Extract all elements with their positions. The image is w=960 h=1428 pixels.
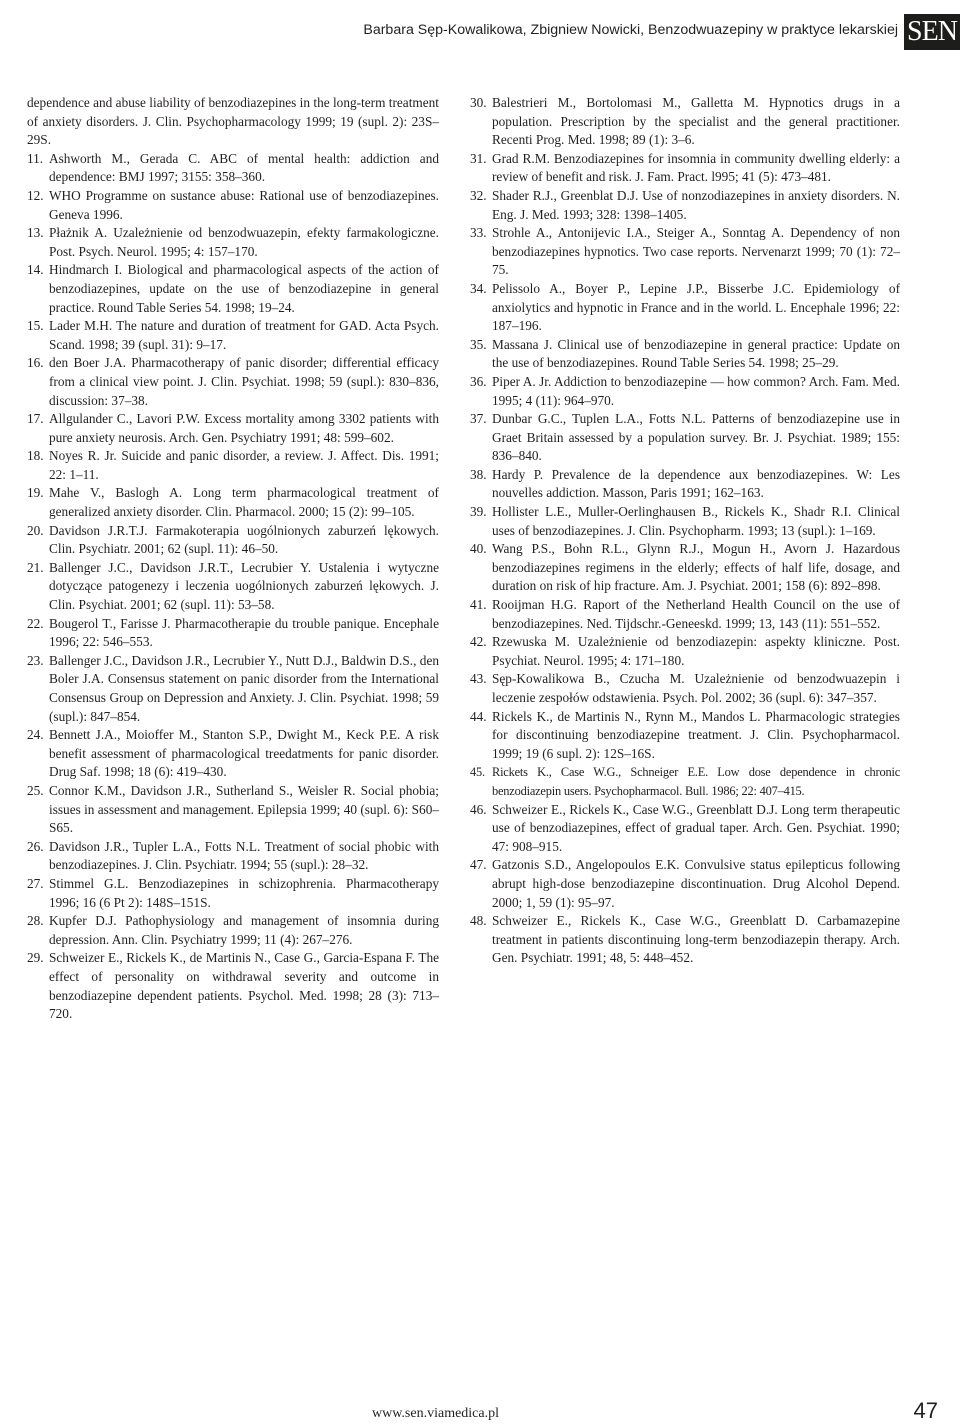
reference-number: 30. xyxy=(470,95,487,110)
reference-number: 20. xyxy=(27,522,44,538)
reference-item xyxy=(470,763,900,800)
reference-text: Gatzonis S.D., Angelopoulos E.K. Convulsive status epilepticus following abrupt high-dose benzodiazepine discontinuation. Drug Alcohol Depend. 2000; 1, 59 (1): 95–97. xyxy=(492,857,900,910)
reference-text: Hollister L.E., Muller-Oerlinghausen B., Rickels K., Shadr R.I. Clinical uses of benzodiazepines. J. Clin. Psychopharm. 1993; 13 (supl.): 1–169. xyxy=(492,504,900,538)
reference-text: Davidson J.R., Tupler L.A., Fotts N.L. Treatment of social phobic with benzodiazepines. J. Clin. Psychiatr. 1994; 55 (supl.): 28–32. xyxy=(49,838,439,873)
reference-number: 11. xyxy=(27,150,44,166)
reference-item xyxy=(27,447,439,484)
reference-number: 42. xyxy=(470,634,487,650)
running-title: Barbara Sęp-Kowalikowa, Zbigniew Nowicki, Benzodwuazepiny w praktyce lekarskiej xyxy=(363,22,898,38)
reference-number: 27. xyxy=(27,875,44,891)
reference-item xyxy=(27,912,439,949)
reference-text: Stimmel G.L. Benzodiazepines in schizophrenia. Pharmacotherapy 1996; 16 (6 Pt 2): 148S–151S. xyxy=(49,875,439,910)
reference-text: den Boer J.A. Pharmacotherapy of panic disorder; differential efficacy from a clinical view point. J. Clin. Psychiat. 1998; 59 (supl.): 830–836, discussion: 37–38. xyxy=(49,355,439,408)
reference-number: 34. xyxy=(470,280,487,296)
reference-item xyxy=(27,726,439,782)
reference-item xyxy=(27,410,439,447)
reference-item xyxy=(27,187,439,224)
reference-item xyxy=(27,875,439,912)
reference-number: 25. xyxy=(27,782,44,798)
reference-item xyxy=(27,317,439,354)
reference-item xyxy=(27,838,439,875)
references-left-column xyxy=(27,94,439,1024)
reference-number: 16. xyxy=(27,355,44,371)
reference-number: 48. xyxy=(470,913,487,929)
reference-number: 12. xyxy=(27,187,44,203)
reference-text: Kupfer D.J. Pathophysiology and management of insomnia during depression. Ann. Clin. Psychiatry 1999; 11 (4): 267–276. xyxy=(49,913,439,947)
reference-text: Wang P.S., Bohn R.L., Glynn R.J., Mogun H., Avorn J. Hazardous benzodiazepines regimens in the elderly; effects of half life, dosage, and duration on risk of hip fracture. Am. J. Psychiat. 2001; 158 (6): 892–898. xyxy=(492,541,900,594)
reference-number: 44. xyxy=(470,708,487,724)
reference-number: 13. xyxy=(27,225,44,241)
reference-number: 29. xyxy=(27,950,44,966)
reference-item xyxy=(470,596,900,633)
reference-text: Schweizer E., Rickels K., de Martinis N., Case G., Garcia-Espana F. The effect of personality on withdrawal severity and outcome in benzodiazepine dependent patients. Psychol. Med. 1998; 28 (3): 713–720. xyxy=(49,950,439,1022)
reference-item xyxy=(27,652,439,726)
reference-number: 43. xyxy=(470,671,487,687)
reference-text: dependence and abuse liability of benzodiazepines in the long-term treatment of anxiety disorders. J. Clin. Psychopharmacology 1999; 19 (supl. 2): 23S–29S. xyxy=(27,95,439,148)
reference-number: 47. xyxy=(470,857,487,873)
reference-item xyxy=(470,336,900,373)
reference-item xyxy=(27,484,439,521)
reference-text: Mahe V., Baslogh A. Long term pharmacological treatment of generalized anxiety disorder. Clin. Pharmacol. 2000; 15 (2): 99–105. xyxy=(49,485,439,520)
reference-text: Schweizer E., Rickels K., Case W.G., Greenblatt D. Carbamazepine treatment in patients discontinuing long-term benzodiazepin therapy. Arch. Gen. Psychiatr. 1991; 48, 5: 448–452. xyxy=(492,913,900,966)
reference-text: Rzewuska M. Uzależnienie od benzodiazepin: aspekty kliniczne. Post. Psychiat. Neurol. 1995; 4: 171–180. xyxy=(492,634,900,668)
reference-text: Rickels K., de Martinis N., Rynn M., Mandos L. Pharmacologic strategies for discontinuing benzodiazepine treatment. J. Clin. Psychopharmacol. 1999; 19 (6 supl. 2): 12S–16S. xyxy=(492,708,900,761)
reference-item xyxy=(470,503,900,540)
reference-number: 38. xyxy=(470,466,487,482)
reference-text: Piper A. Jr. Addiction to benzodiazepine — how common? Arch. Fam. Med. 1995; 4 (11): 964–970. xyxy=(492,373,900,408)
reference-text: WHO Programme on sustance abuse: Rational use of benzodiazepines. Geneva 1996. xyxy=(49,187,439,222)
reference-text: Rooijman H.G. Raport of the Netherland Health Council on the use of benzodiazepines. Ned. Tijdschr.-Geneeskd. 1999; 13, 143 (11): 551–552. xyxy=(492,597,900,631)
reference-number: 46. xyxy=(470,801,487,817)
reference-item xyxy=(27,615,439,652)
reference-number: 14. xyxy=(27,262,44,278)
reference-text: Bennett J.A., Moioffer M., Stanton S.P., Dwight M., Keck P.E. A risk benefit assessment of pharmacological treedatments for panic disorder. Drug Saf. 1998; 18 (6): 419–430. xyxy=(49,727,439,780)
reference-number: 31. xyxy=(470,150,487,166)
reference-item xyxy=(470,633,900,670)
reference-item xyxy=(27,559,439,615)
reference-item xyxy=(470,670,900,707)
reference-number: 24. xyxy=(27,727,44,743)
reference-item xyxy=(470,224,900,280)
reference-item xyxy=(27,522,439,559)
reference-number: 33. xyxy=(470,225,487,241)
journal-logo: SEN xyxy=(904,14,960,50)
reference-item xyxy=(27,782,439,838)
reference-item xyxy=(470,410,900,466)
reference-text: Rickets K., Case W.G., Schneiger E.E. Low dose dependence in chronic benzodiazepin users. Psychopharmacol. Bull. 1986; 22: 407–415. xyxy=(492,765,900,798)
reference-text: Strohle A., Antonijevic I.A., Steiger A., Sonntag A. Dependency of non benzodiazepines hypnotics. Two case reports. Nervenarzt 1999; 70 (1): 72–75. xyxy=(492,225,900,278)
reference-item xyxy=(27,94,439,150)
reference-text: Ballenger J.C., Davidson J.R., Lecrubier Y., Nutt D.J., Baldwin D.S., den Boler J.A. Consensus statement on panic disorder from the International Consensus Group on Depression and Anxiety. J. Clin. Psychiat. 1998; 59 (supl.): 847–854. xyxy=(49,652,439,724)
reference-number: 21. xyxy=(27,559,44,575)
reference-item xyxy=(470,94,900,150)
references-right-column xyxy=(470,94,900,968)
reference-text: Hardy P. Prevalence de la dependence aux benzodiazepines. W: Les nouvelles addiction. Masson, Paris 1991; 162–163. xyxy=(492,466,900,501)
reference-text: Płażnik A. Uzależnienie od benzodwuazepin, efekty farmakologiczne. Post. Psych. Neurol. 1995; 4: 157–170. xyxy=(49,225,439,259)
reference-number: 15. xyxy=(27,318,44,334)
reference-number: 45. xyxy=(470,765,485,780)
reference-text: Hindmarch I. Biological and pharmacological aspects of the action of benzodiazepines, update on the use of benzodiazepine in general practice. Round Table Series 54. 1998; 19–24. xyxy=(49,262,439,315)
reference-item xyxy=(470,912,900,968)
reference-item xyxy=(470,540,900,596)
reference-number: 28. xyxy=(27,913,44,929)
reference-number: 41. xyxy=(470,597,487,613)
reference-item xyxy=(470,708,900,764)
reference-number: 23. xyxy=(27,652,44,668)
page-number: 47 xyxy=(913,1398,938,1423)
reference-text: Noyes R. Jr. Suicide and panic disorder, a review. J. Affect. Dis. 1991; 22: 1–11. xyxy=(49,448,439,482)
reference-text: Lader M.H. The nature and duration of treatment for GAD. Acta Psych. Scand. 1998; 39 (supl. 31): 9–17. xyxy=(49,318,439,352)
reference-item xyxy=(470,856,900,912)
reference-item xyxy=(27,261,439,317)
reference-number: 35. xyxy=(470,336,487,352)
reference-number: 39. xyxy=(470,504,487,520)
reference-text: Massana J. Clinical use of benzodiazepine in general practice: Update on the use of benzodiazepines. Round Table Series 54. 1998; 25–29. xyxy=(492,336,900,371)
reference-text: Ballenger J.C., Davidson J.R.T., Lecrubier Y. Ustalenia i wytyczne dotyczące patogenezy i leczenia uogólnionych zaburzeń lękowych. J. Clin. Psychiat. 2001; 62 (supl. 11): 53–58. xyxy=(49,559,439,613)
journal-url[interactable]: www.sen.viamedica.pl xyxy=(372,1406,499,1421)
reference-text: Bougerol T., Farisse J. Pharmacotherapie du trouble panique. Encephale 1996; 22: 546–553. xyxy=(49,615,439,650)
reference-number: 19. xyxy=(27,485,44,501)
reference-number: 22. xyxy=(27,615,44,631)
reference-text: Davidson J.R.T.J. Farmakoterapia uogólnionych zaburzeń lękowych. Clin. Psychiatr. 2001; 62 (supl. 11): 46–50. xyxy=(49,522,439,557)
reference-text: Balestrieri M., Bortolomasi M., Galletta M. Hypnotics drugs in a population. Prescription by the specialist and the general practitioner. Recenti Prog. Med. 1998; 89 (1): 3–6. xyxy=(492,95,900,148)
reference-number: 36. xyxy=(470,373,487,389)
reference-text: Grad R.M. Benzodiazepines for insomnia in community dwelling elderly: a review of benefit and risk. J. Fam. Pract. l995; 41 (5): 473–481. xyxy=(492,150,900,185)
reference-item xyxy=(27,354,439,410)
reference-text: Schweizer E., Rickels K., Case W.G., Greenblatt D.J. Long term therapeutic use of benzodiazepines, effect of gradual taper. Arch. Gen. Psychiat. 1990; 47: 908–915. xyxy=(492,801,900,854)
reference-item xyxy=(27,150,439,187)
reference-number: 32. xyxy=(470,187,487,203)
reference-number: 37. xyxy=(470,411,487,427)
reference-number: 26. xyxy=(27,838,44,854)
reference-text: Allgulander C., Lavori P.W. Excess mortality among 3302 patients with pure anxiety neurosis. Arch. Gen. Psychiatry 1991; 48: 599–602. xyxy=(49,411,439,445)
reference-number: 17. xyxy=(27,411,44,427)
reference-item xyxy=(470,801,900,857)
reference-item xyxy=(470,466,900,503)
reference-number: 18. xyxy=(27,448,44,464)
page-header xyxy=(0,0,960,66)
reference-text: Ashworth M., Gerada C. ABC of mental health: addiction and dependence: BMJ 1997; 3155: 358–360. xyxy=(49,150,439,185)
reference-item xyxy=(27,224,439,261)
reference-item xyxy=(470,187,900,224)
reference-text: Connor K.M., Davidson J.R., Sutherland S., Weisler R. Social phobia; issues in assessment and management. Epilepsia 1999; 40 (supl. 6): S60–S65. xyxy=(49,782,439,836)
reference-text: Pelissolo A., Boyer P., Lepine J.P., Bisserbe J.C. Epidemiology of anxiolytics and hypnotic in France and in the world. L. Encephale 1996; 22: 187–196. xyxy=(492,280,900,334)
reference-item xyxy=(470,373,900,410)
reference-text: Dunbar G.C., Tuplen L.A., Fotts N.L. Patterns of benzodiazepine use in Graet Britain assessed by a population survey. Br. J. Psychiat. 1989; 155: 836–840. xyxy=(492,411,900,464)
reference-text: Sęp-Kowalikowa B., Czucha M. Uzależnienie od benzodwuazepin i leczenie zespołów odstawienia. Psych. Pol. 2002; 36 (supl. 6): 347–357. xyxy=(492,671,900,705)
reference-number: 40. xyxy=(470,541,487,557)
reference-text: Shader R.J., Greenblat D.J. Use of nonzodiazepines in anxiety disorders. N. Eng. J. Med. 1993; 328: 1398–1405. xyxy=(492,187,900,222)
reference-item xyxy=(27,949,439,1023)
reference-item xyxy=(470,280,900,336)
reference-item xyxy=(470,150,900,187)
